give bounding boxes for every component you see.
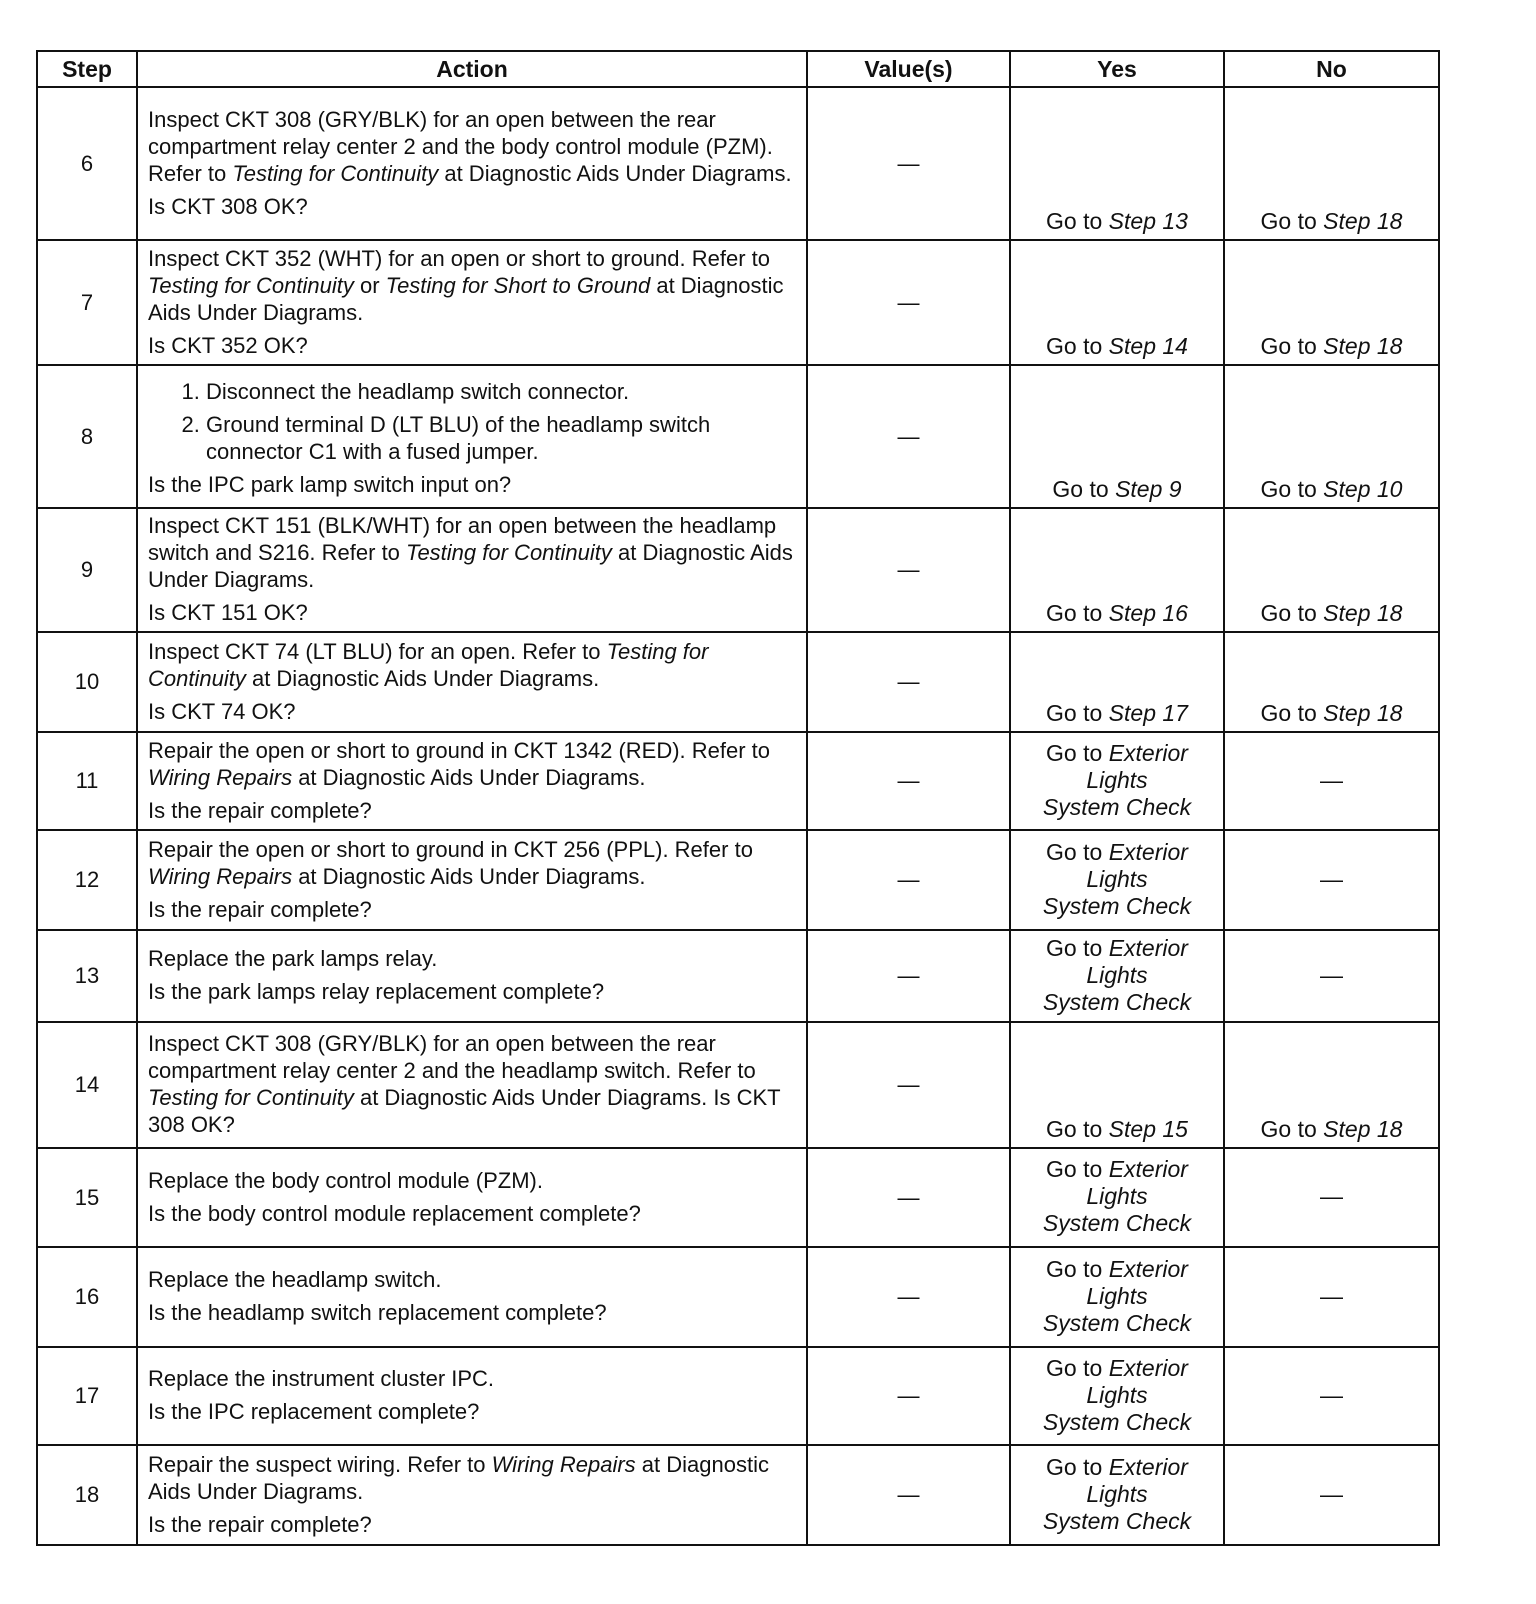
action-cell <box>137 732 807 830</box>
yes-cell: Go to Step 13 <box>1010 87 1224 240</box>
table-row <box>37 365 1439 508</box>
list-item: 2. Ground terminal D (LT BLU) of the headlamp switch connector C1 with a fused jumper. <box>206 411 796 465</box>
yes-cell: Go to Exterior Lights System Check <box>1010 930 1224 1022</box>
no-cell: — <box>1224 930 1439 1022</box>
value-cell: — <box>807 240 1010 365</box>
action-text: Inspect CKT 308 (GRY/BLK) for an open between the rear compartment relay center 2 and the body control module (PZM). Refer to Testing for Continuity at Diagnostic Aids Under Diagrams. <box>148 106 792 186</box>
action-cell <box>137 830 807 930</box>
table-row <box>37 1347 1439 1445</box>
no-cell: — <box>1224 830 1439 930</box>
yes-cell: Go to Step 17 <box>1010 632 1224 732</box>
action-question: Is CKT 352 OK? <box>148 332 308 358</box>
header-no: No <box>1224 51 1439 87</box>
action-cell <box>137 1347 807 1445</box>
step-number: 13 <box>37 930 137 1022</box>
action-text: Repair the suspect wiring. Refer to Wiring Repairs at Diagnostic Aids Under Diagrams. <box>148 1451 769 1504</box>
yes-cell: Go to Exterior Lights System Check <box>1010 1445 1224 1545</box>
value-cell: — <box>807 1022 1010 1148</box>
action-question: Is the repair complete? <box>148 896 372 922</box>
action-cell <box>137 1022 807 1148</box>
action-cell <box>137 87 807 240</box>
action-cell <box>137 240 807 365</box>
action-cell <box>137 930 807 1022</box>
table-row <box>37 508 1439 632</box>
step-number: 11 <box>37 732 137 830</box>
step-number: 7 <box>37 240 137 365</box>
value-cell: — <box>807 365 1010 508</box>
step-number: 16 <box>37 1247 137 1347</box>
step-number: 14 <box>37 1022 137 1148</box>
no-cell: Go to Step 10 <box>1224 365 1439 508</box>
action-question: Is the repair complete? <box>148 1511 372 1537</box>
action-cell <box>137 1247 807 1347</box>
action-text: Replace the instrument cluster IPC. <box>148 1366 495 1391</box>
table-row <box>37 732 1439 830</box>
value-cell: — <box>807 508 1010 632</box>
no-cell: — <box>1224 732 1439 830</box>
action-text: Repair the open or short to ground in CKT 1342 (RED). Refer to Wiring Repairs at Diagnostic Aids Under Diagrams. <box>148 737 771 790</box>
action-text: Repair the open or short to ground in CKT 256 (PPL). Refer to Wiring Repairs at Diagnostic Aids Under Diagrams. <box>148 836 753 889</box>
action-text: Replace the headlamp switch. <box>148 1267 442 1292</box>
yes-cell: Go to Exterior Lights System Check <box>1010 1247 1224 1347</box>
header-step: Step <box>37 51 137 87</box>
step-number: 18 <box>37 1445 137 1545</box>
value-cell: — <box>807 732 1010 830</box>
yes-cell: Go to Exterior Lights System Check <box>1010 1347 1224 1445</box>
header-action: Action <box>137 51 807 87</box>
table-row <box>37 1148 1439 1247</box>
header-values: Value(s) <box>807 51 1010 87</box>
action-question: Is the body control module replacement complete? <box>148 1200 641 1226</box>
action-text: Inspect CKT 352 (WHT) for an open or short to ground. Refer to Testing for Continuity or Testing for Short to Ground at Diagnostic Aids Under Diagrams. <box>148 245 784 325</box>
table-row <box>37 830 1439 930</box>
table-row <box>37 1022 1439 1148</box>
table-row <box>37 930 1439 1022</box>
action-cell <box>137 1148 807 1247</box>
no-cell: — <box>1224 1347 1439 1445</box>
yes-cell: Go to Step 14 <box>1010 240 1224 365</box>
value-cell: — <box>807 87 1010 240</box>
list-item: 1. Disconnect the headlamp switch connector. <box>206 378 796 405</box>
value-cell: — <box>807 1148 1010 1247</box>
table-header-row <box>37 51 1439 87</box>
table-row <box>37 1445 1439 1545</box>
step-number: 6 <box>37 87 137 240</box>
action-cell <box>137 508 807 632</box>
yes-cell: Go to Exterior Lights System Check <box>1010 732 1224 830</box>
value-cell: — <box>807 1247 1010 1347</box>
no-cell: Go to Step 18 <box>1224 508 1439 632</box>
no-cell: — <box>1224 1148 1439 1247</box>
action-cell <box>137 1445 807 1545</box>
action-question: Is the headlamp switch replacement complete? <box>148 1300 607 1325</box>
action-text: Inspect CKT 151 (BLK/WHT) for an open between the headlamp switch and S216. Refer to Testing for Continuity at Diagnostic Aids Under Diagrams. <box>148 513 793 592</box>
yes-cell: Go to Step 16 <box>1010 508 1224 632</box>
table-row <box>37 87 1439 240</box>
action-text: Inspect CKT 308 (GRY/BLK) for an open between the rear compartment relay center 2 and the headlamp switch. Refer to Testing for Continuity at Diagnostic Aids Under Diagrams. Is CKT 308 OK? <box>148 1031 781 1137</box>
value-cell: — <box>807 1445 1010 1545</box>
step-number: 12 <box>37 830 137 930</box>
value-cell: — <box>807 1347 1010 1445</box>
step-number: 15 <box>37 1148 137 1247</box>
step-number: 10 <box>37 632 137 732</box>
header-yes: Yes <box>1010 51 1224 87</box>
value-cell: — <box>807 632 1010 732</box>
no-cell: Go to Step 18 <box>1224 240 1439 365</box>
no-cell: — <box>1224 1445 1439 1545</box>
yes-cell: Go to Step 15 <box>1010 1022 1224 1148</box>
action-question: Is the repair complete? <box>148 797 372 823</box>
step-number: 8 <box>37 365 137 508</box>
action-question: Is the IPC park lamp switch input on? <box>148 471 512 497</box>
no-cell: — <box>1224 1247 1439 1347</box>
no-cell: Go to Step 18 <box>1224 87 1439 240</box>
no-cell: Go to Step 18 <box>1224 1022 1439 1148</box>
action-text: Inspect CKT 74 (LT BLU) for an open. Refer to Testing for Continuity at Diagnostic Aids Under Diagrams. <box>148 638 709 691</box>
value-cell: — <box>807 830 1010 930</box>
action-steps-list <box>148 378 796 465</box>
table-row <box>37 1247 1439 1347</box>
yes-cell: Go to Exterior Lights System Check <box>1010 1148 1224 1247</box>
action-text: Replace the body control module (PZM). <box>148 1167 543 1193</box>
yes-cell: Go to Exterior Lights System Check <box>1010 830 1224 930</box>
table-row <box>37 632 1439 732</box>
no-cell: Go to Step 18 <box>1224 632 1439 732</box>
action-cell <box>137 632 807 732</box>
step-number: 9 <box>37 508 137 632</box>
table-row <box>37 240 1439 365</box>
action-question: Is CKT 74 OK? <box>148 698 296 724</box>
action-question: Is CKT 308 OK? <box>148 193 308 219</box>
action-question: Is the IPC replacement complete? <box>148 1399 480 1424</box>
action-cell <box>137 365 807 508</box>
action-question: Is CKT 151 OK? <box>148 600 308 625</box>
action-question: Is the park lamps relay replacement complete? <box>148 979 605 1004</box>
diagnostic-table <box>36 50 1440 1546</box>
value-cell: — <box>807 930 1010 1022</box>
action-text: Replace the park lamps relay. <box>148 946 438 971</box>
yes-cell: Go to Step 9 <box>1010 365 1224 508</box>
step-number: 17 <box>37 1347 137 1445</box>
